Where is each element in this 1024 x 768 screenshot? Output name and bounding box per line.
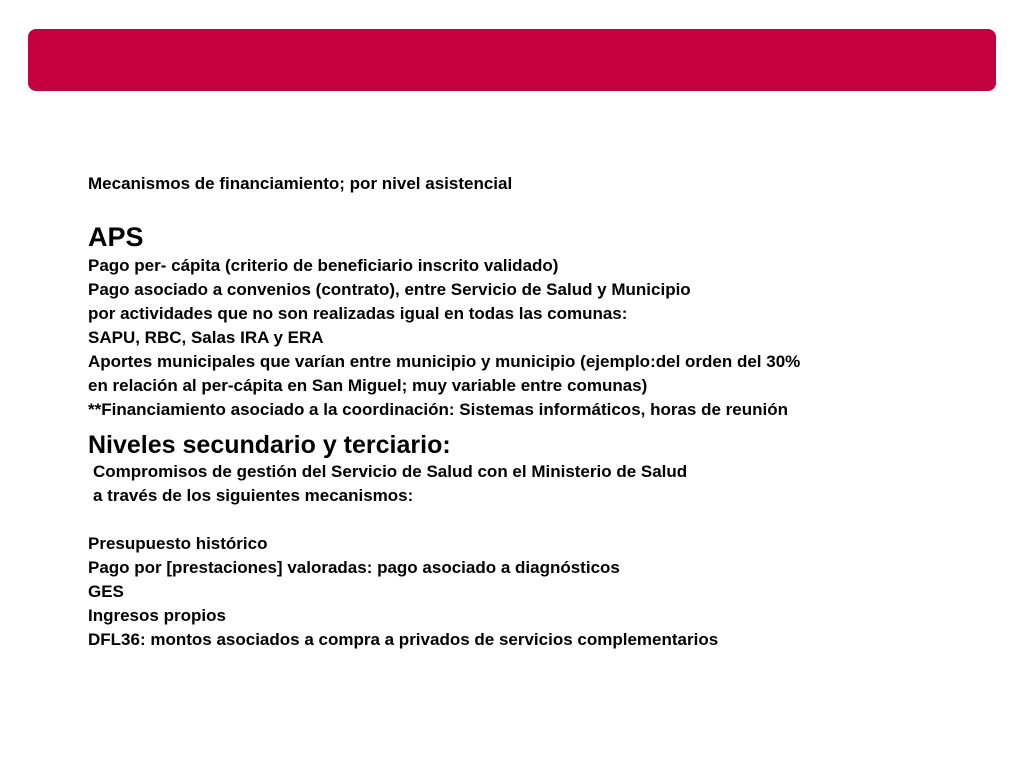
aps-line: Pago per- cápita (criterio de beneficiario inscrito validado) [88,256,559,275]
secundario-line: a través de los siguientes mecanismos: [93,486,414,505]
aps-line: SAPU, RBC, Salas IRA y ERA [88,328,324,347]
header-bar [28,29,996,91]
aps-line: Aportes municipales que varían entre municipio y municipio (ejemplo:del orden del 30% [88,352,801,371]
mecanismo-item: GES [88,582,124,601]
intro-text: Mecanismos de financiamiento; por nivel asistencial [88,174,513,193]
aps-line: por actividades que no son realizadas igual en todas las comunas: [88,304,628,323]
mecanismo-item: Pago por [prestaciones] valoradas: pago asociado a diagnósticos [88,558,620,577]
secundario-heading: Niveles secundario y terciario: [88,431,451,459]
aps-line: en relación al per-cápita en San Miguel; muy variable entre comunas) [88,376,648,395]
aps-heading: APS [88,222,144,252]
mecanismo-item: DFL36: montos asociados a compra a privados de servicios complementarios [88,630,719,649]
aps-line: Pago asociado a convenios (contrato), entre Servicio de Salud y Municipio [88,280,691,299]
aps-line: **Financiamiento asociado a la coordinación: Sistemas informáticos, horas de reunión [88,400,789,419]
slide-content [88,172,988,652]
mecanismo-item: Presupuesto histórico [88,534,268,553]
secundario-line: Compromisos de gestión del Servicio de Salud con el Ministerio de Salud [93,462,688,481]
mecanismo-item: Ingresos propios [88,606,226,625]
